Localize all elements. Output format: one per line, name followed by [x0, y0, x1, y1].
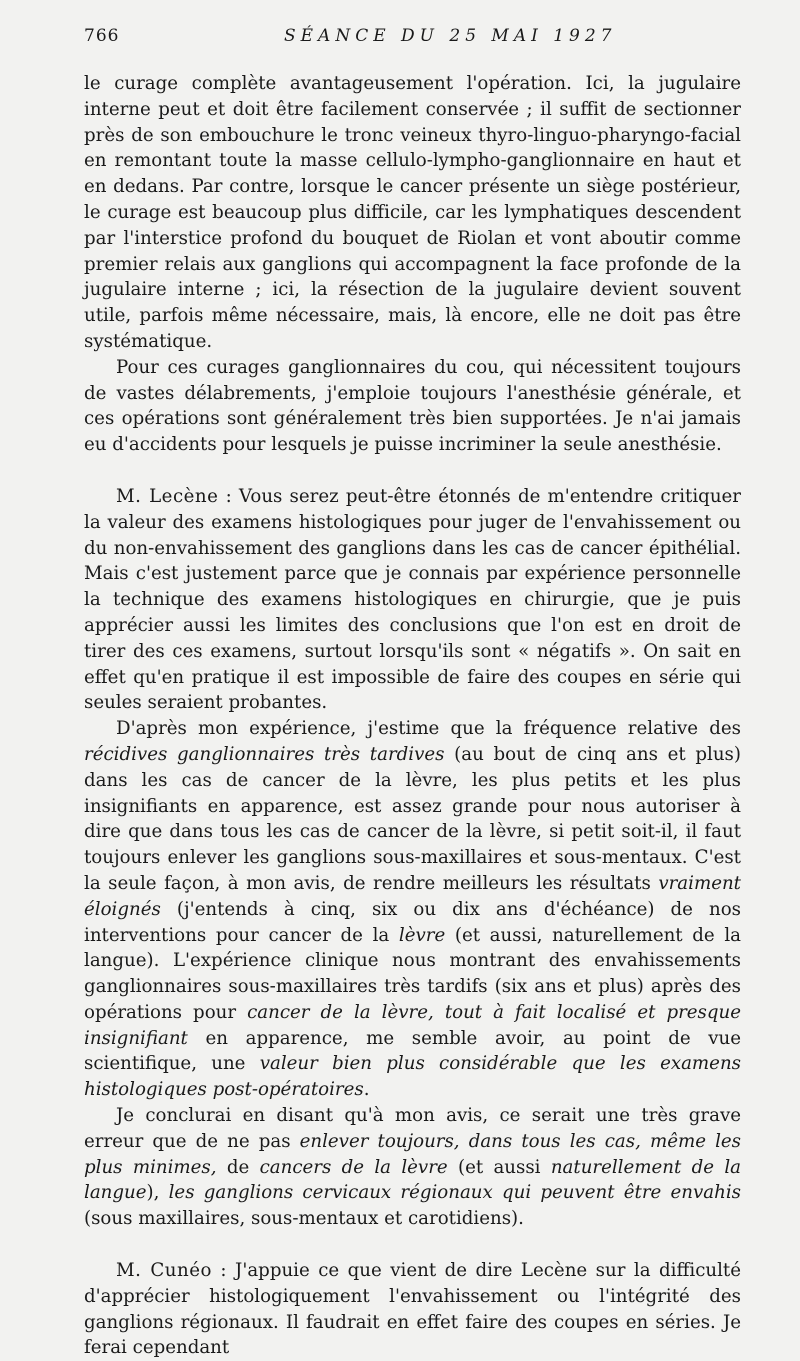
text-run: (au bout de cinq ans et plus) dans les cas de cancer de la lèvre, les plus petits et les plus insignifiants en apparence, est assez grande pour nous autoriser à dire que dans tous les cas de cancer de la lèvre, si petit soit-il, il faut toujours enlever les ganglions sous-maxillaires et sous-mentaux. C'est la seule façon, à mon avis, de rendre meilleurs les résultats	[84, 743, 741, 894]
italic-run: lèvre	[398, 924, 446, 946]
text-run: de	[216, 1156, 260, 1178]
italic-run: valeur bien plus considérable que les examens histologiques post-opératoires	[84, 1053, 741, 1101]
italic-run: vraiment éloignés	[84, 872, 741, 920]
italic-run: cancer de la lèvre, tout à fait localisé et presque insignifiant	[84, 1001, 742, 1049]
paragraph-lecene	[84, 484, 741, 716]
paragraph-anesthesia: Pour ces curages ganglionnaires du cou, qui nécessitent toujours de vastes délabrements, j'emploie toujours l'anesthésie générale, et ces opérations sont généralement très bien supportées. Je n'ai jamais eu d'accidents pour lesquels je puisse incriminer la seule anesthésie.	[84, 356, 741, 456]
text-run: Je conclurai en disant qu'à mon avis, ce serait une très grave erreur que de ne pas	[84, 1105, 741, 1152]
body-text	[84, 71, 741, 1361]
paragraph-continuation: le curage complète avantageusement l'opération. Ici, la jugulaire interne peut et doit être facilement conservée ; il suffit de sectionner près de son embouchure le tronc veineux thyro-linguo-pharyngo-facial en remontant toute la masse cellulo-lympho-ganglionnaire en haut et en dedans. Par contre, lorsque le cancer présente un siège postérieur, le curage est beaucoup plus difficile, car les lymphatiques descendent par l'interstice profond du bouquet de Riolan et vont aboutir comme premier relais aux ganglions qui accompagnent la face profonde de la jugulaire interne ; ici, la résection de la jugulaire devient souvent utile, parfois même nécessaire, mais, là encore, elle ne doit pas être systématique.	[84, 73, 741, 352]
speaker-name: M. Lecène	[116, 485, 219, 507]
italic-run: récidives ganglionnaires très tardives	[84, 743, 445, 765]
text-run: en apparence, me semble avoir, au point de vue scientifique, une	[84, 1027, 741, 1075]
italic-run: naturellement de la langue	[84, 1156, 741, 1204]
text-run: (j'entends à cinq, six ou dix ans d'échéance) de nos interventions pour cancer de la	[84, 898, 741, 946]
italic-run: enlever toujours, dans tous les cas, même les plus minimes,	[84, 1130, 741, 1178]
page-number: 766	[84, 26, 120, 46]
speaker-name: M. Cunéo	[116, 1260, 212, 1282]
italic-run: les ganglions cervicaux régionaux qui peuvent être envahis	[168, 1182, 741, 1204]
text-run: ),	[146, 1182, 169, 1204]
paragraph-cuneo	[84, 1258, 741, 1361]
page-header	[84, 26, 740, 50]
speaker-text: : Vous serez peut-être étonnés de m'entendre critiquer la valeur des examens histologiques pour juger de l'envahissement ou du non-envahissement des ganglions dans les cas de cancer épithélial. Mais c'est justement parce que je connais par expérience personnelle la technique des examens histologiques en chirurgie, que je puis apprécier aussi les limites des conclusions que l'on est en droit de tirer des ces examens, surtout lorsqu'ils sont « négatifs ». On sait en effet qu'en pratique il est impossible de faire des coupes en série qui seules seraient probantes.	[84, 485, 741, 714]
speaker-text: : J'appuie ce que vient de dire Lecène sur la difficulté d'apprécier histologiquement l'envahissement ou l'intégrité des ganglions régionaux. Il faudrait en effet faire des coupes en séries. Je ferai cependant	[84, 1260, 742, 1359]
italic-run: cancers de la lèvre	[259, 1156, 448, 1178]
text-run: (et aussi	[447, 1156, 551, 1178]
text-run: (sous maxillaires, sous-mentaux et carotidiens).	[84, 1208, 524, 1230]
paragraph-experience	[84, 716, 741, 1103]
paragraph-gap	[84, 1232, 741, 1258]
text-run: (et aussi, naturellement de la langue). L'expérience clinique nous montrant des envahissements ganglionnaires sous-maxillaires très tardifs (six ans et plus) après des opérations pour	[84, 924, 741, 1023]
text-run: .	[363, 1079, 370, 1101]
paragraph-gap	[84, 458, 741, 484]
text-run: D'après mon expérience, j'estime que la fréquence relative des	[116, 718, 741, 740]
running-title: SÉANCE DU 25 MAI 1927	[284, 26, 617, 46]
paragraph-conclusion	[84, 1103, 741, 1232]
